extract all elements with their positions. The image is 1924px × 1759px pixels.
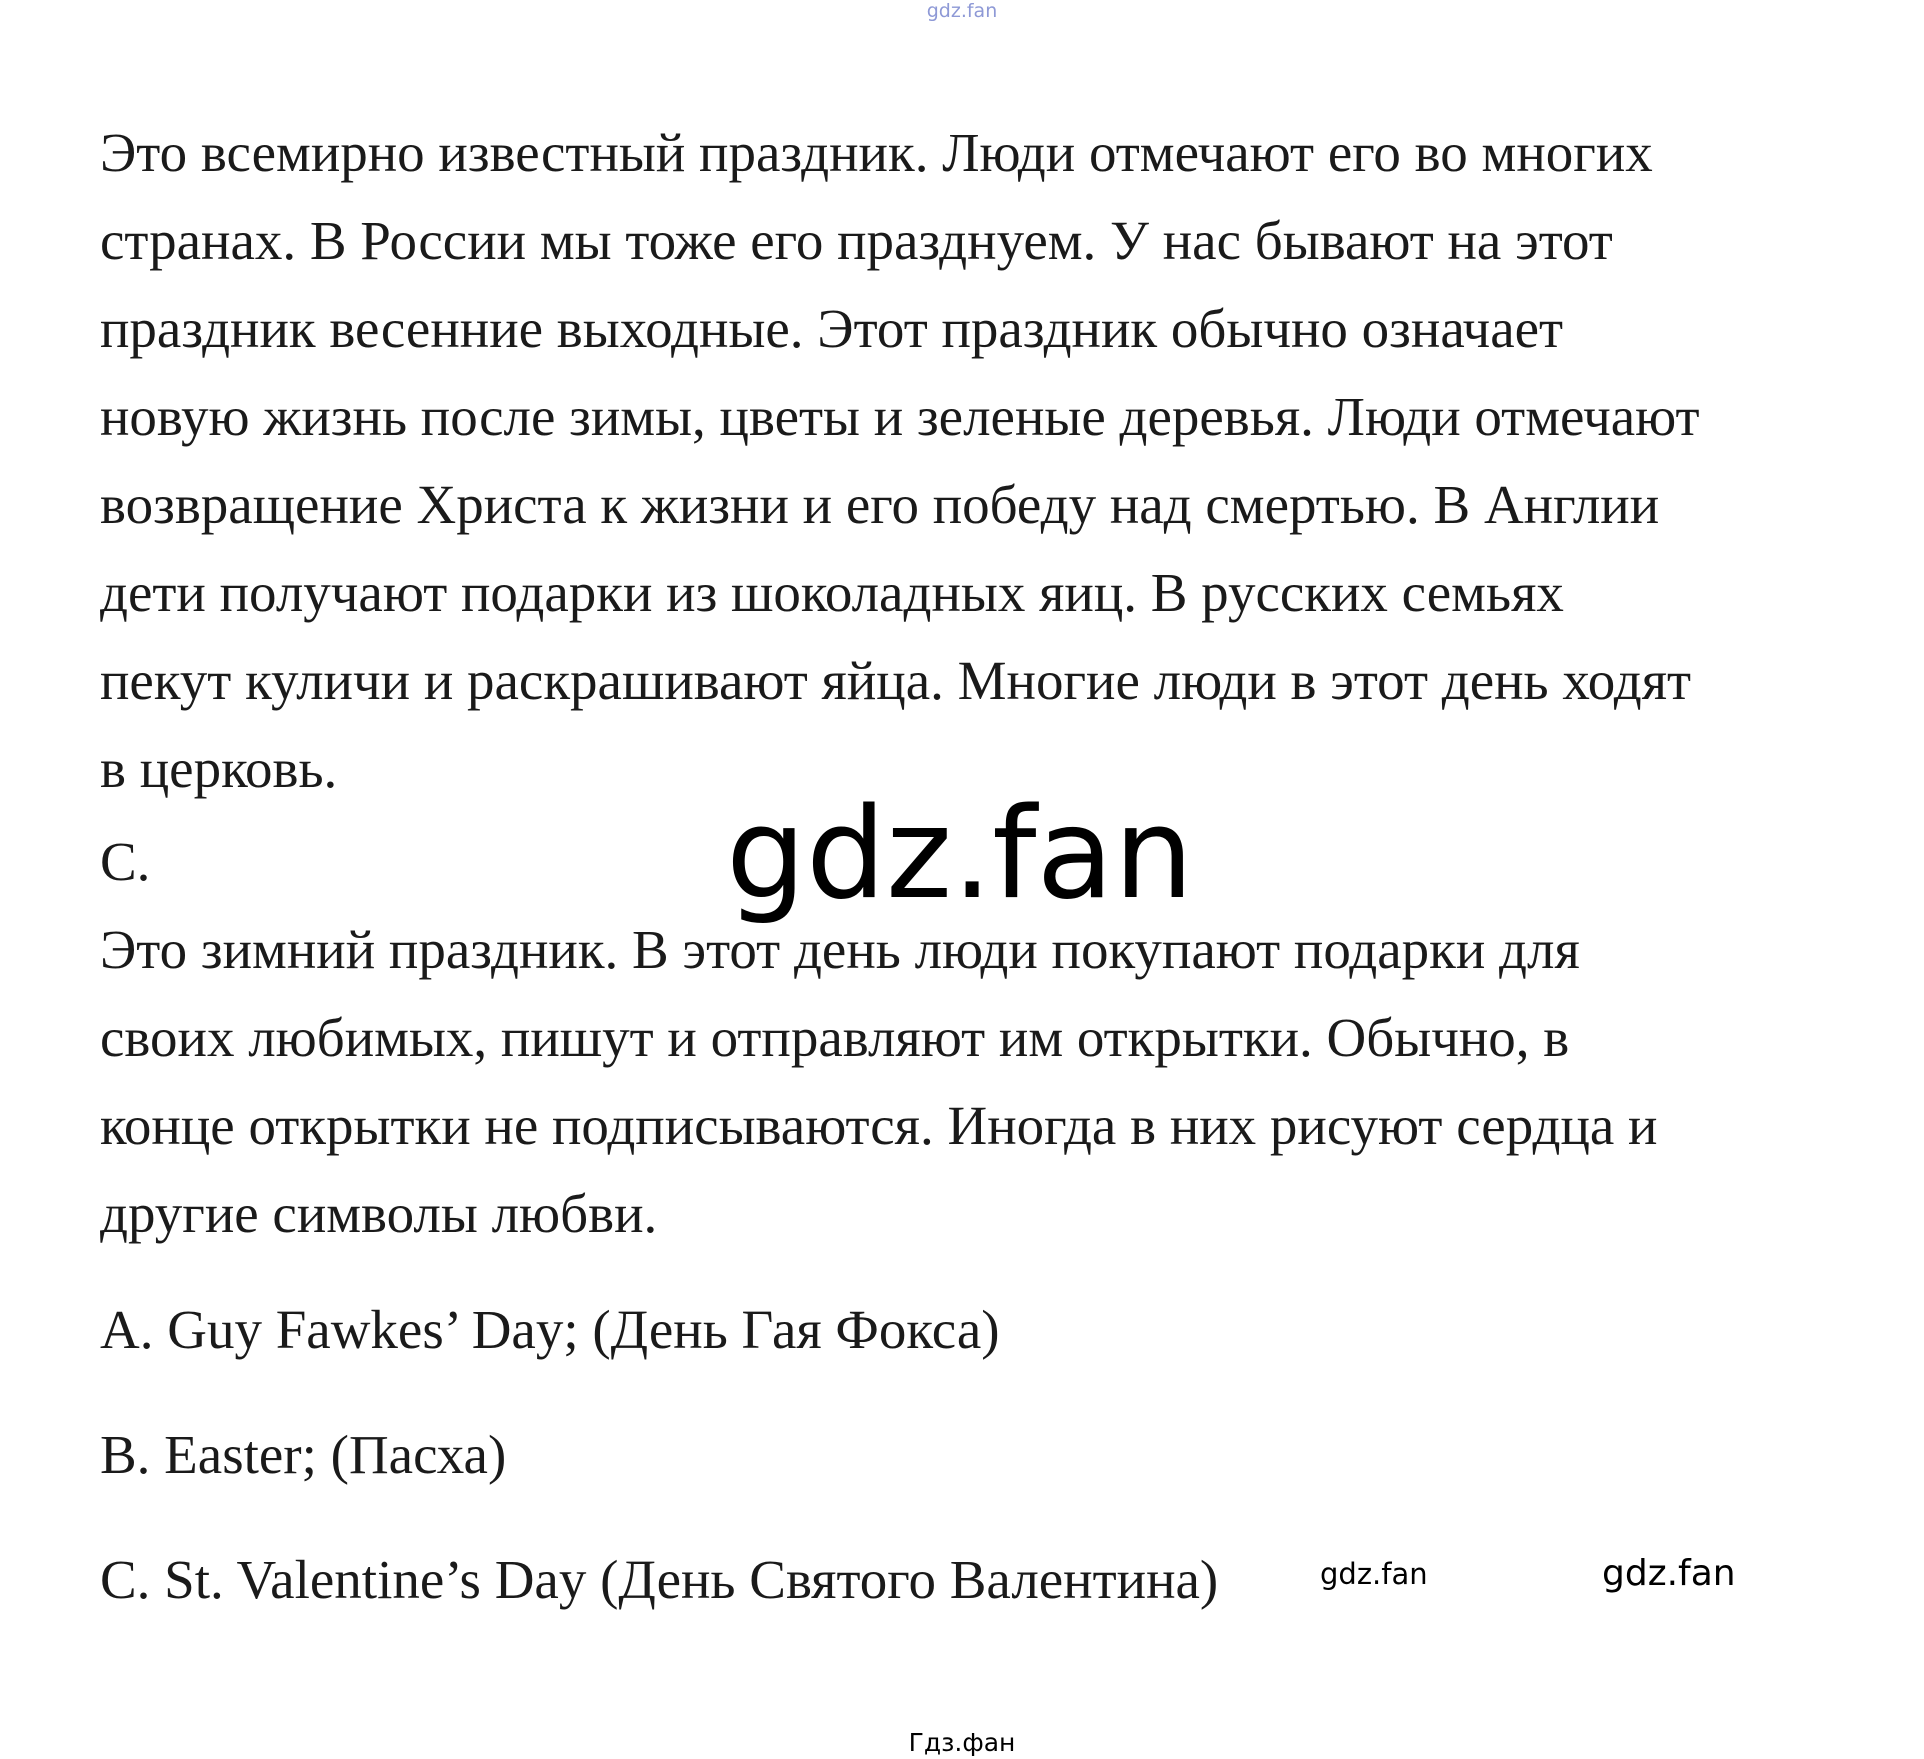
paragraph-b xyxy=(100,109,1890,813)
watermark-bottom: Гдз.фан xyxy=(908,1728,1016,1757)
paragraph-line: Это всемирно известный праздник. Люди отмечают его во многих xyxy=(100,122,1653,183)
paragraph-line: странах. В России мы тоже его празднуем. У нас бывают на этот xyxy=(100,210,1613,271)
paragraph-line: своих любимых, пишут и отправляют им открытки. Обычно, в xyxy=(100,1007,1570,1068)
paragraph-line: дети получают подарки из шоколадных яиц. В русских семьях xyxy=(100,562,1564,623)
section-c-letter: С. xyxy=(100,831,151,892)
paragraph-line: конце открытки не подписываются. Иногда в них рисуют сердца и xyxy=(100,1095,1658,1156)
paragraph-line: пекут куличи и раскрашивают яйца. Многие люди в этот день ходят xyxy=(100,650,1692,711)
watermark-center: gdz.fan xyxy=(726,780,1194,927)
watermark-inline: gdz.fan xyxy=(1320,1557,1428,1591)
answer-b: B. Easter; (Пасха) xyxy=(100,1424,507,1485)
answer-a: A. Guy Fawkes’ Day; (День Гая Фокса) xyxy=(100,1299,1000,1360)
paragraph-line: другие символы любви. xyxy=(100,1183,658,1244)
watermark-right: gdz.fan xyxy=(1602,1553,1736,1594)
paragraph-line: новую жизнь после зимы, цветы и зеленые деревья. Люди отмечают xyxy=(100,386,1700,447)
paragraph-line: возвращение Христа к жизни и его победу над смертью. В Англии xyxy=(100,474,1660,535)
paragraph-line: в церковь. xyxy=(100,738,338,799)
answer-c: C. St. Valentine’s Day (День Святого Валентина) xyxy=(100,1549,1219,1610)
paragraph-line: Это зимний праздник. В этот день люди покупают подарки для xyxy=(100,919,1580,980)
paragraph-line: праздник весенние выходные. Этот праздник обычно означает xyxy=(100,298,1564,359)
watermark-top: gdz.fan xyxy=(926,0,998,22)
paragraph-c xyxy=(100,906,1890,1258)
